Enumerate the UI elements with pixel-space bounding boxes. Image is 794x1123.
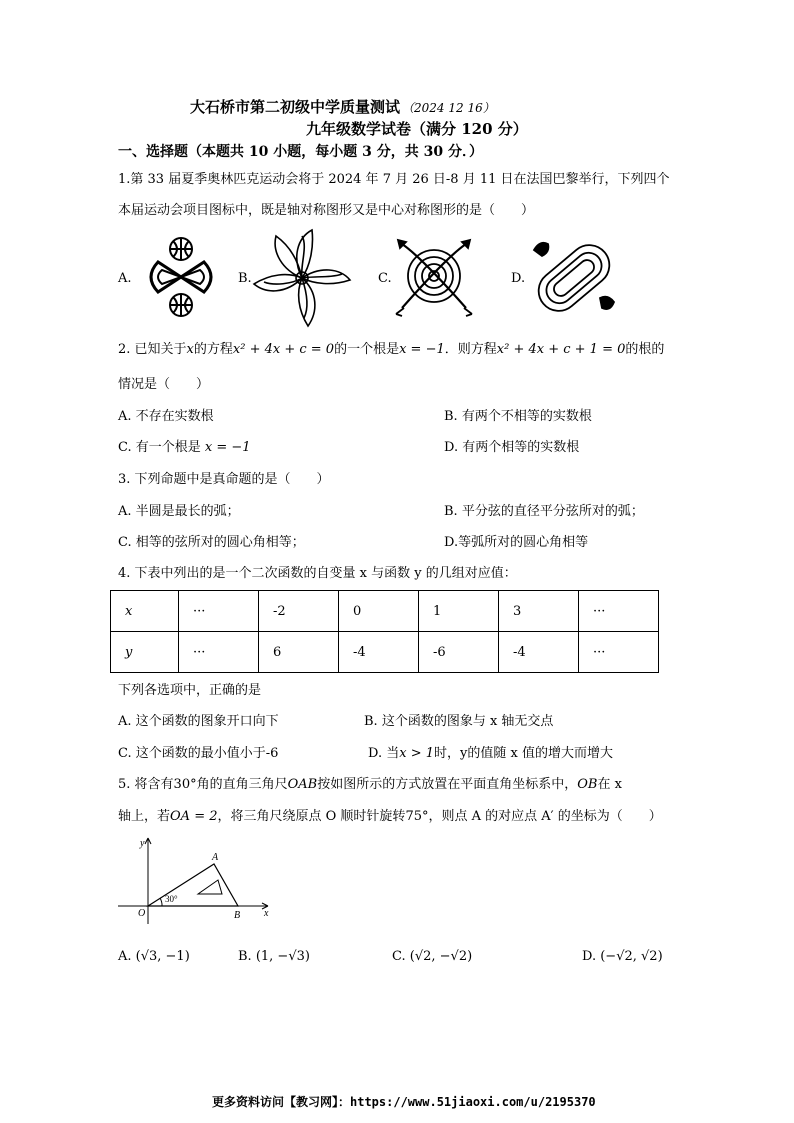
q1-option-d-label: D. — [511, 271, 526, 286]
exam-subtitle: 九年级数学试卷（满分 120 分） — [306, 120, 528, 138]
table-row — [111, 591, 659, 632]
q4-option-d: D. 当x > 1时，y的值随 x 值的增大而增大 — [368, 746, 613, 761]
q4-stem: 4. 下表中列出的是一个二次函数的自变量 x 与函数 y 的几组对应值： — [118, 566, 517, 581]
table-cell: ··· — [579, 632, 659, 673]
table-cell: 3 — [499, 591, 579, 632]
table-cell: 6 — [259, 632, 339, 673]
triangle-oab — [148, 864, 238, 906]
q3-stem: 3. 下列命题中是真命题的是（ ） — [118, 472, 330, 487]
q2-stem-line2: 情况是（ ） — [118, 377, 210, 392]
q2-root: x = −1 — [399, 342, 445, 357]
q2-option-b: B. 有两个不相等的实数根 — [444, 409, 592, 424]
q3-option-d: D.等弧所对的圆心角相等 — [444, 535, 589, 550]
q3-option-a: A. 半圆是最长的弧； — [118, 504, 240, 519]
q1-option-b-label: B. — [238, 271, 252, 286]
section-heading: 一、选择题（本题共 10 小题，每小题 3 分，共 30 分．） — [118, 144, 483, 160]
fig-label-y: y — [140, 838, 145, 849]
q4-option-a: A. 这个函数的图象开口向下 — [118, 714, 279, 729]
q3-option-c: C. 相等的弦所对的圆心角相等； — [118, 535, 305, 550]
fig-label-b: B — [234, 910, 241, 921]
q1-stem-line2: 本届运动会项目图标中，既是轴对称图形又是中心对称图形的是（ ） — [118, 203, 535, 218]
table-cell: -2 — [259, 591, 339, 632]
cycling-track-icon — [528, 232, 620, 322]
q2-option-d: D. 有两个相等的实数根 — [444, 440, 580, 455]
q2-stem-line1: 2. 已知关于x的方程x² + 4x + c = 0的一个根是x = −1．则方程x² + 4x + c + 1 = 0的根的 — [118, 342, 665, 357]
pinwheel-icon — [252, 228, 352, 328]
fig-label-a: A — [212, 852, 219, 863]
q2-option-c: C. 有一个根是 x = −1 — [118, 440, 251, 455]
q5-stem-line1: 5. 将含有30°角的直角三角尺OAB按如图所示的方式放置在平面直角坐标系中，OB在 x — [118, 777, 622, 792]
exam-title — [190, 96, 495, 117]
q5-option-a: A. (√3, −1) — [118, 949, 190, 964]
q1-option-a-label: A. — [118, 271, 132, 286]
q1-stem-line1: 1.第 33 届夏季奥林匹克运动会将于 2024 年 7 月 26 日-8 月 11 日在法国巴黎举行，下列四个 — [118, 172, 670, 187]
exam-title-text: 大石桥市第二初级中学质量测试 — [190, 98, 401, 116]
table-cell: 1 — [419, 591, 499, 632]
q2-equation-1: x² + 4x + c = 0 — [232, 342, 335, 357]
table-cell: -4 — [339, 632, 419, 673]
fig-label-angle: 30° — [165, 894, 178, 904]
fig-label-x: x — [264, 908, 269, 919]
table-cell: 0 — [339, 591, 419, 632]
basketball-icon — [136, 232, 226, 322]
q5-option-d: D. (−√2, √2) — [582, 949, 663, 964]
table-cell: -6 — [419, 632, 499, 673]
q3-option-b: B. 平分弦的直径平分弦所对的弧； — [444, 504, 644, 519]
table-cell: x — [111, 591, 179, 632]
q1-option-c-label: C. — [378, 271, 392, 286]
table-cell: y — [111, 632, 179, 673]
q4-after-table: 下列各选项中，正确的是 — [118, 683, 262, 698]
q4-value-table — [110, 590, 659, 673]
archery-target-icon — [392, 234, 476, 318]
q4-option-b: B. 这个函数的图象与 x 轴无交点 — [364, 714, 554, 729]
table-cell: -4 — [499, 632, 579, 673]
fig-label-o: O — [138, 908, 146, 919]
q2-option-a: A. 不存在实数根 — [118, 409, 214, 424]
table-cell: ··· — [179, 632, 259, 673]
q5-option-b: B. (1, −√3) — [238, 949, 310, 964]
table-cell: ··· — [579, 591, 659, 632]
q5-option-c: C. (√2, −√2) — [392, 949, 473, 964]
q5-stem-line2: 轴上，若OA = 2，将三角尺绕原点 O 顺时针旋转75°，则点 A 的对应点 A′ 的坐标为（ ） — [118, 809, 662, 824]
table-row — [111, 632, 659, 673]
q2-equation-2: x² + 4x + c + 1 = 0 — [496, 342, 626, 357]
q5-triangle-figure — [118, 836, 278, 926]
footer-link[interactable]: 更多资料访问【教习网】：https://www.51jiaoxi.com/u/2195370 — [212, 1095, 596, 1109]
q4-option-c: C. 这个函数的最小值小于-6 — [118, 746, 279, 761]
table-cell: ··· — [179, 591, 259, 632]
exam-date: （2024 12 16） — [402, 101, 495, 115]
